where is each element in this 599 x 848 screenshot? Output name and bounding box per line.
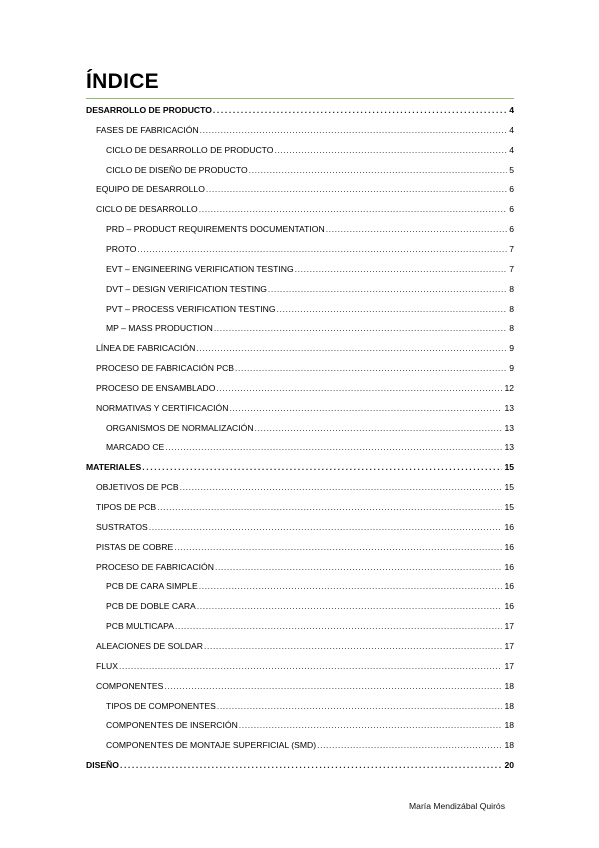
- toc-entry-page: 7: [509, 243, 514, 254]
- toc-entry-page: 13: [504, 422, 514, 433]
- toc-entry-label: PCB DE CARA SIMPLE: [106, 581, 198, 592]
- toc-entry[interactable]: [96, 401, 514, 415]
- toc-leader-dots: [229, 401, 502, 415]
- toc-entry-page: 16: [504, 541, 514, 552]
- toc-entry-page: 8: [509, 323, 514, 334]
- toc-entry[interactable]: [96, 659, 514, 673]
- toc-leader-dots: [180, 480, 503, 494]
- toc-entry-label: LÍNEA DE FABRICACIÓN: [96, 343, 196, 354]
- toc-entry-label: PROCESO DE FABRICACIÓN: [96, 561, 214, 572]
- toc-entry[interactable]: [106, 599, 514, 613]
- toc-entry[interactable]: [106, 321, 514, 335]
- toc-entry-label: PCB DE DOBLE CARA: [106, 601, 196, 612]
- toc-leader-dots: [274, 143, 507, 157]
- title-divider: [86, 98, 514, 99]
- toc-entry-page: 17: [504, 640, 514, 651]
- toc-entry[interactable]: [106, 163, 514, 177]
- toc-entry[interactable]: [106, 619, 514, 633]
- toc-entry[interactable]: [106, 262, 514, 276]
- toc-entry[interactable]: [106, 302, 514, 316]
- toc-leader-dots: [235, 361, 507, 375]
- toc-entry-label: ORGANISMOS DE NORMALIZACIÓN: [106, 422, 254, 433]
- toc-entry-page: 6: [509, 204, 514, 215]
- toc-leader-dots: [239, 718, 503, 732]
- toc-leader-dots: [165, 440, 502, 454]
- toc-entry-page: 16: [504, 601, 514, 612]
- toc-entry-page: 15: [504, 482, 514, 493]
- toc-entry[interactable]: [96, 341, 514, 355]
- toc-entry-page: 8: [509, 303, 514, 314]
- toc-entry-label: MP – MASS PRODUCTION: [106, 323, 213, 334]
- toc-entry[interactable]: [96, 679, 514, 693]
- toc-entry-label: PRD – PRODUCT REQUIREMENTS DOCUMENTATION: [106, 224, 325, 235]
- toc-leader-dots: [326, 222, 508, 236]
- toc-leader-dots: [204, 639, 502, 653]
- toc-entry-label: PCB MULTICAPA: [106, 621, 174, 632]
- toc-entry[interactable]: [106, 282, 514, 296]
- toc-entry-page: 18: [504, 680, 514, 691]
- toc-entry[interactable]: [96, 182, 514, 196]
- toc-entry[interactable]: [96, 560, 514, 574]
- toc-entry[interactable]: [106, 738, 514, 752]
- toc-entry-page: 15: [504, 462, 514, 473]
- toc-leader-dots: [214, 321, 507, 335]
- toc-leader-dots: [174, 540, 502, 554]
- toc-leader-dots: [137, 242, 507, 256]
- toc-entry-label: NORMATIVAS Y CERTIFICACIÓN: [96, 402, 229, 413]
- toc-leader-dots: [277, 302, 508, 316]
- toc-entry-page: 17: [504, 660, 514, 671]
- toc-entry[interactable]: [106, 699, 514, 713]
- toc-leader-dots: [157, 500, 502, 514]
- toc-leader-dots: [164, 679, 502, 693]
- toc-entry[interactable]: [96, 639, 514, 653]
- toc-entry[interactable]: [96, 540, 514, 554]
- toc-leader-dots: [255, 421, 503, 435]
- toc-leader-dots: [120, 758, 502, 772]
- toc-entry-page: 16: [504, 561, 514, 572]
- toc-entry-page: 20: [504, 760, 514, 771]
- toc-entry[interactable]: [106, 143, 514, 157]
- toc-entry-label: FASES DE FABRICACIÓN: [96, 124, 199, 135]
- toc-entry[interactable]: [96, 381, 514, 395]
- toc-entry-page: 17: [504, 621, 514, 632]
- toc-entry-page: 18: [504, 700, 514, 711]
- toc-entry-label: PISTAS DE COBRE: [96, 541, 174, 552]
- toc-entry-label: MATERIALES: [86, 462, 142, 473]
- toc-entry-label: COMPONENTES DE INSERCIÓN: [106, 720, 238, 731]
- toc-entry[interactable]: [106, 242, 514, 256]
- toc-entry-label: CICLO DE DESARROLLO DE PRODUCTO: [106, 144, 274, 155]
- toc-entry-label: PROTO: [106, 243, 137, 254]
- toc-leader-dots: [196, 341, 507, 355]
- toc-entry[interactable]: [86, 758, 514, 772]
- toc-entry-page: 5: [509, 164, 514, 175]
- toc-entry-page: 4: [509, 105, 514, 115]
- toc-entry-label: DESARROLLO DE PRODUCTO: [86, 105, 212, 115]
- toc-entry-page: 4: [509, 144, 514, 155]
- toc-entry-label: TIPOS DE PCB: [96, 502, 157, 512]
- toc-entry-page: 8: [509, 283, 514, 294]
- toc-leader-dots: [217, 699, 503, 713]
- footer-author: María Mendizábal Quirós: [409, 801, 506, 811]
- toc-entry-label: COMPONENTES: [96, 680, 164, 691]
- toc-entry[interactable]: [86, 103, 514, 117]
- toc-leader-dots: [295, 262, 508, 276]
- toc-entry-label: PVT – PROCESS VERIFICATION TESTING: [106, 303, 276, 314]
- toc-entry-label: CICLO DE DISEÑO DE PRODUCTO: [106, 164, 248, 175]
- toc-leader-dots: [206, 182, 507, 196]
- toc-entry-label: TIPOS DE COMPONENTES: [106, 700, 216, 711]
- toc-leader-dots: [142, 460, 502, 474]
- toc-entry-label: COMPONENTES DE MONTAJE SUPERFICIAL (SMD): [106, 740, 317, 751]
- toc-entry-page: 9: [509, 343, 514, 354]
- toc-leader-dots: [149, 520, 503, 534]
- toc-entry[interactable]: [96, 202, 514, 216]
- toc-entry[interactable]: [106, 440, 514, 454]
- toc-leader-dots: [216, 381, 502, 395]
- toc-entry-page: 6: [509, 184, 514, 195]
- toc-leader-dots: [317, 738, 502, 752]
- toc-leader-dots: [268, 282, 507, 296]
- toc-entry-label: MARCADO CE: [106, 442, 165, 453]
- toc-entry-label: CICLO DE DESARROLLO: [96, 204, 198, 215]
- toc-entry-label: FLUX: [96, 660, 118, 671]
- toc-entry[interactable]: [96, 500, 514, 514]
- toc-entry-label: DISEÑO: [86, 760, 119, 771]
- toc-entry-label: EVT – ENGINEERING VERIFICATION TESTING: [106, 263, 294, 274]
- toc-entry-page: 7: [509, 263, 514, 274]
- toc-leader-dots: [215, 560, 502, 574]
- toc-entry-page: 16: [504, 521, 514, 532]
- toc-entry[interactable]: [96, 123, 514, 137]
- toc-entry-label: DVT – DESIGN VERIFICATION TESTING: [106, 283, 267, 294]
- page-title: ÍNDICE: [86, 70, 159, 93]
- toc-leader-dots: [175, 619, 502, 633]
- toc-leader-dots: [119, 659, 502, 673]
- toc-entry[interactable]: [106, 222, 514, 236]
- toc-entry-label: EQUIPO DE DESARROLLO: [96, 184, 205, 195]
- toc-entry-page: 16: [504, 581, 514, 592]
- toc-entry-page: 4: [509, 124, 514, 135]
- toc-entry-label: PROCESO DE ENSAMBLADO: [96, 382, 216, 393]
- toc-entry-label: SUSTRATOS: [96, 521, 148, 532]
- toc-entry-page: 13: [504, 442, 514, 453]
- toc-entry-page: 15: [504, 502, 514, 512]
- toc-entry-label: PROCESO DE FABRICACIÓN PCB: [96, 363, 235, 374]
- toc-leader-dots: [213, 103, 507, 117]
- toc-entry[interactable]: [106, 421, 514, 435]
- toc-entry[interactable]: [106, 579, 514, 593]
- toc-entry-page: 9: [509, 363, 514, 374]
- toc-entry[interactable]: [96, 480, 514, 494]
- toc-entry-page: 13: [504, 402, 514, 413]
- toc-leader-dots: [200, 123, 508, 137]
- toc-entry-page: 18: [504, 720, 514, 731]
- toc-entry[interactable]: [106, 718, 514, 732]
- toc-entry[interactable]: [96, 520, 514, 534]
- toc-entry[interactable]: [86, 460, 514, 474]
- toc-entry-label: ALEACIONES DE SOLDAR: [96, 640, 203, 651]
- toc-leader-dots: [197, 599, 503, 613]
- toc-leader-dots: [199, 202, 507, 216]
- toc-entry-page: 6: [509, 224, 514, 235]
- toc-leader-dots: [199, 579, 503, 593]
- toc-entry-label: OBJETIVOS DE PCB: [96, 482, 179, 493]
- toc-leader-dots: [249, 163, 508, 177]
- toc-entry-page: 12: [504, 382, 514, 393]
- toc-entry[interactable]: [96, 361, 514, 375]
- toc-entry-page: 18: [504, 740, 514, 751]
